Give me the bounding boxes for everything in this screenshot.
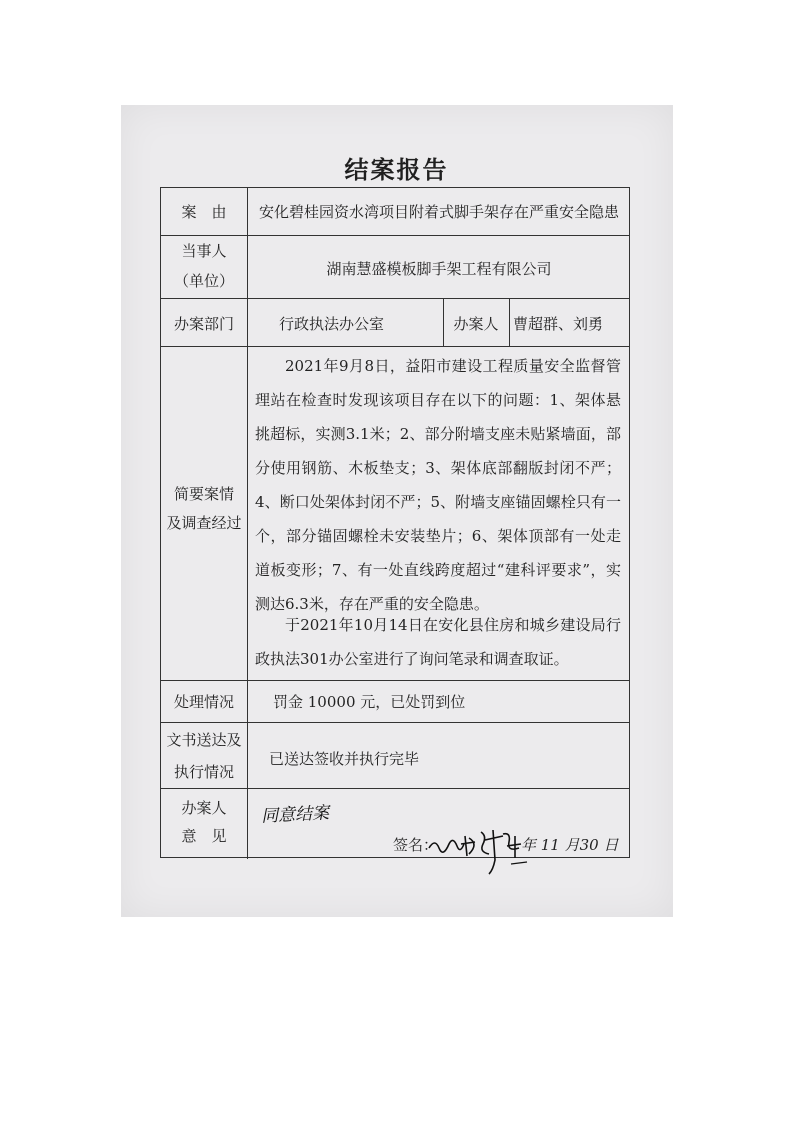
- row-divider: [161, 298, 629, 299]
- row-divider: [161, 722, 629, 723]
- page-title: 结案报告: [344, 155, 449, 184]
- case-reason-value: 安化碧桂园资水湾项目附着式脚手架存在严重安全隐患: [258, 203, 619, 221]
- signature-date: 年 11 月30 日: [521, 836, 619, 854]
- summary-paragraph-2: 于2021年10月14日在安化县住房和城乡建设局行政执法301办公室进行了询问笔录和调查取证。: [255, 616, 621, 668]
- row-divider: [161, 788, 629, 789]
- party-label-line1: 当事人: [181, 242, 227, 260]
- opinion-label-line2: 意 见: [181, 827, 227, 845]
- handler-label: 办案人: [453, 315, 499, 333]
- row-divider: [161, 235, 629, 236]
- handwritten-opinion: 同意结案: [260, 803, 330, 827]
- column-divider: [247, 188, 248, 859]
- report-table: [160, 187, 630, 858]
- delivery-label-line1: 文书送达及: [166, 731, 242, 749]
- summary-label-line1: 简要案情: [173, 485, 234, 503]
- column-divider: [509, 298, 510, 346]
- department-value: 行政执法办公室: [279, 315, 385, 333]
- handwritten-signature: [425, 818, 535, 878]
- delivery-value: 已送达签收并执行完毕: [269, 750, 420, 768]
- summary-label-line2: 及调查经过: [166, 514, 242, 532]
- summary-paragraph-1: 2021年9月8日，益阳市建设工程质量安全监督管理站在检查时发现该项目存在以下的问题：1、架体悬挑超标，实测3.1米；2、部分附墙支座未贴紧墙面，部分使用钢筋、木板垫支；3、架体底部翻版封闭不严；4、断口处架体封闭不严；5、附墙支座锚固螺栓只有一个，部分锚固螺栓未安装垫片；6、架体顶部有一处走道板变形；7、有一处直线跨度超过“建科评要求”，实测达6.3米，存在严重的安全隐患。: [255, 357, 621, 613]
- party-value: 湖南慧盛模板脚手架工程有限公司: [326, 260, 552, 278]
- signature-label: 签名：: [393, 836, 439, 854]
- case-reason-label: 案 由: [181, 203, 227, 221]
- party-label-line2: （单位）: [173, 272, 234, 290]
- handling-label: 处理情况: [173, 693, 234, 711]
- handling-value: 罚金 10000 元，已处罚到位: [273, 693, 466, 711]
- opinion-label-line1: 办案人: [181, 799, 227, 817]
- row-divider: [161, 680, 629, 681]
- delivery-label-line2: 执行情况: [173, 763, 234, 781]
- row-divider: [161, 346, 629, 347]
- department-label: 办案部门: [173, 315, 234, 333]
- handler-value: 曹超群、刘勇: [513, 315, 604, 333]
